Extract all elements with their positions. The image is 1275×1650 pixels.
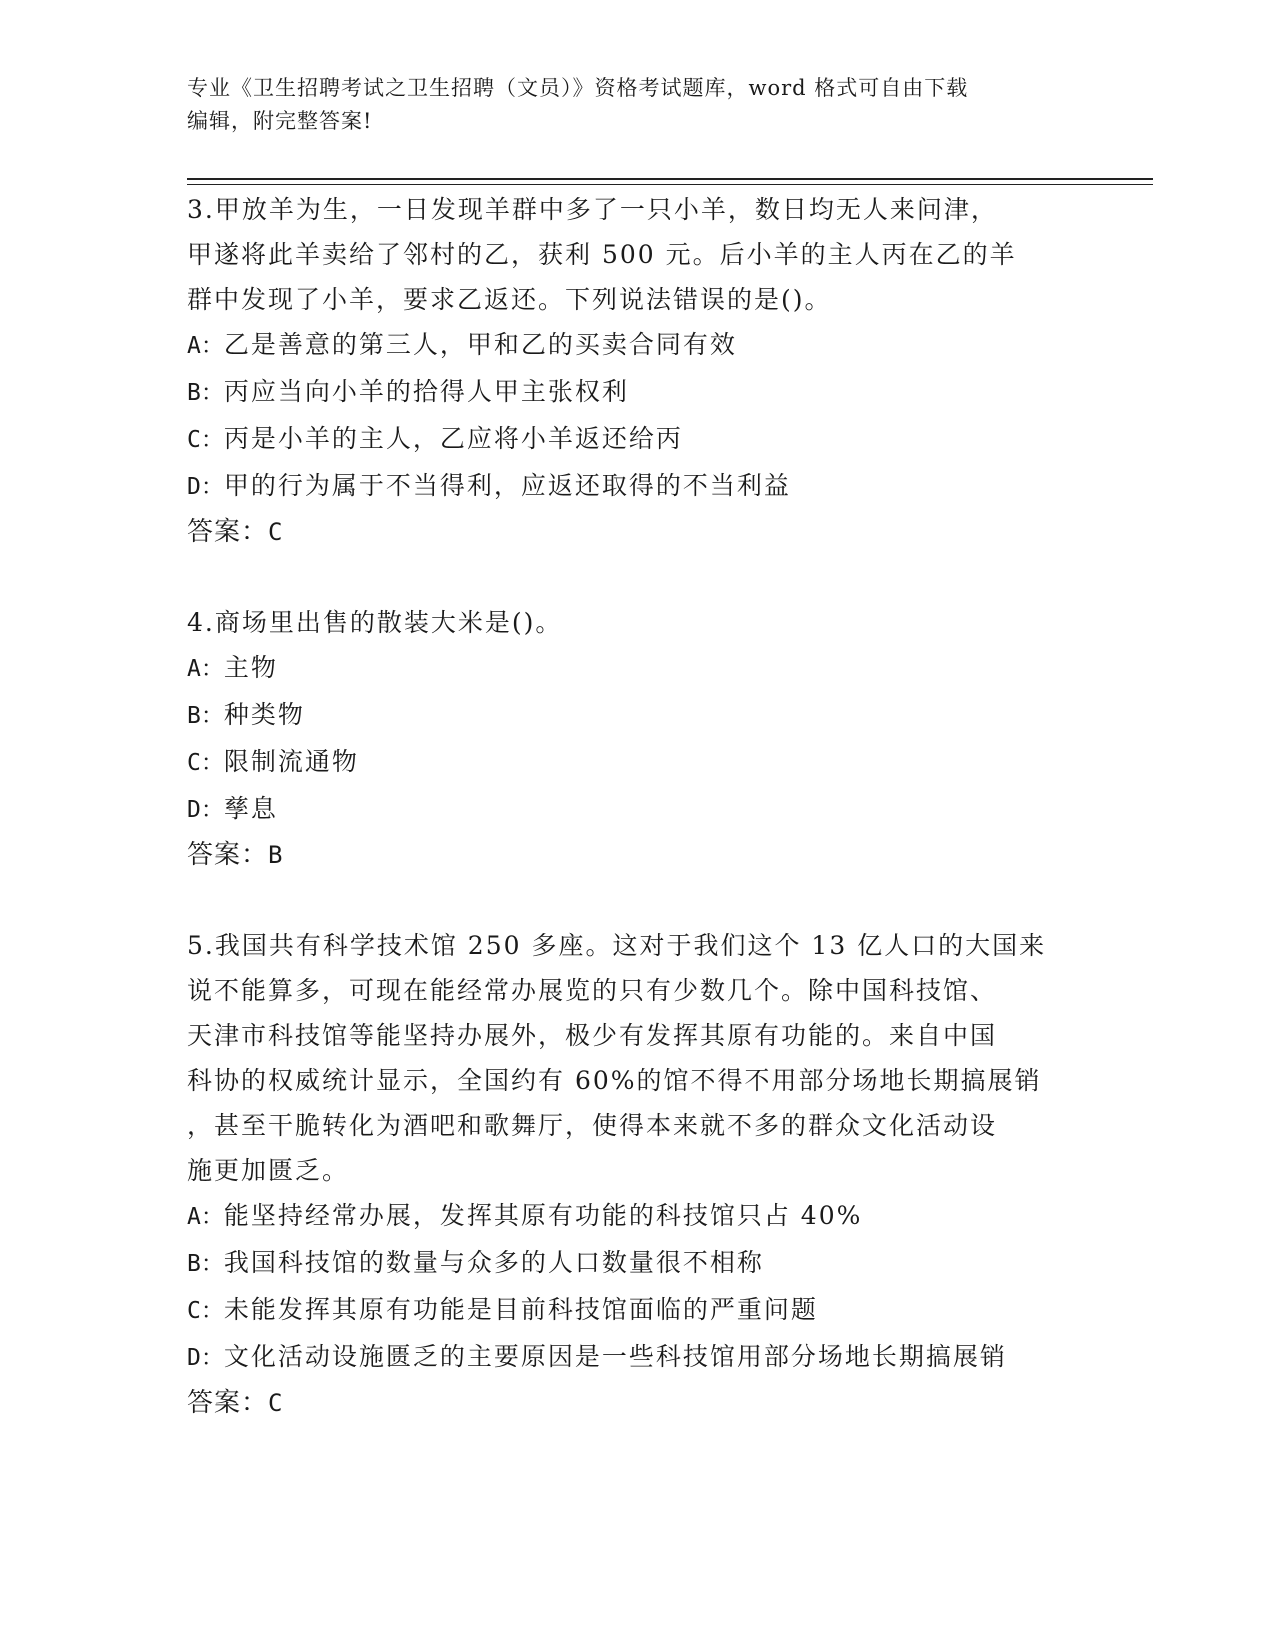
option-key: D： bbox=[187, 474, 224, 500]
option-d bbox=[187, 1334, 1087, 1381]
question-list bbox=[187, 187, 1087, 1469]
option-d bbox=[187, 786, 1087, 833]
option-key: B： bbox=[187, 1251, 224, 1277]
option-a bbox=[187, 322, 1087, 369]
header-line-2: 编辑，附完整答案! bbox=[187, 109, 373, 133]
header-rule-thin bbox=[187, 184, 1153, 185]
option-text: 未能发挥其原有功能是目前科技馆面临的严重问题 bbox=[223, 1295, 818, 1324]
answer-label: 答案： bbox=[187, 1388, 269, 1418]
option-text: 丙是小羊的主人，乙应将小羊返还给丙 bbox=[223, 424, 683, 453]
option-key: A： bbox=[187, 333, 224, 359]
option-key: C： bbox=[187, 750, 224, 776]
answer-value: C bbox=[268, 1389, 284, 1417]
option-text: 限制流通物 bbox=[223, 747, 359, 776]
stem-line: 甲遂将此羊卖给了邻村的乙，获利 500 元。后小羊的主人丙在乙的羊 bbox=[187, 240, 1017, 269]
option-text: 种类物 bbox=[223, 700, 305, 729]
stem-line: 说不能算多，可现在能经常办展览的只有少数几个。除中国科技馆、 bbox=[187, 976, 998, 1005]
option-text: 孳息 bbox=[223, 794, 278, 823]
option-text: 丙应当向小羊的拾得人甲主张权利 bbox=[223, 377, 629, 406]
option-a bbox=[187, 1193, 1087, 1240]
question-stem bbox=[187, 600, 1087, 645]
answer bbox=[187, 1381, 1087, 1426]
stem-line: ，甚至干脆转化为酒吧和歌舞厅，使得本来就不多的群众文化活动设 bbox=[187, 1111, 998, 1140]
option-key: C： bbox=[187, 427, 224, 453]
answer-value: C bbox=[268, 518, 284, 546]
option-text: 文化活动设施匮乏的主要原因是一些科技馆用部分场地长期搞展销 bbox=[223, 1342, 1007, 1371]
option-key: A： bbox=[187, 1204, 224, 1230]
option-key: B： bbox=[187, 703, 224, 729]
option-key: A： bbox=[187, 656, 224, 682]
question-4 bbox=[187, 600, 1087, 878]
question-stem bbox=[187, 923, 1087, 1193]
header-line-1: 专业《卫生招聘考试之卫生招聘（文员）》资格考试题库，word 格式可自由下载 bbox=[187, 76, 969, 100]
option-text: 我国科技馆的数量与众多的人口数量很不相称 bbox=[223, 1248, 764, 1277]
option-b bbox=[187, 369, 1087, 416]
option-b bbox=[187, 1240, 1087, 1287]
option-text: 乙是善意的第三人，甲和乙的买卖合同有效 bbox=[223, 330, 737, 359]
option-c bbox=[187, 739, 1087, 786]
stem-line: 5.我国共有科学技术馆 250 多座。这对于我们这个 13 亿人口的大国来 bbox=[187, 931, 1047, 960]
document-header bbox=[187, 72, 1087, 138]
answer-value: B bbox=[268, 841, 284, 869]
stem-line: 3.甲放羊为生，一日发现羊群中多了一只小羊，数日均无人来问津， bbox=[187, 195, 998, 224]
stem-line: 施更加匮乏。 bbox=[187, 1156, 350, 1185]
question-5 bbox=[187, 923, 1087, 1426]
answer bbox=[187, 510, 1087, 555]
answer-label: 答案： bbox=[187, 840, 269, 870]
option-key: D： bbox=[187, 1345, 224, 1371]
option-key: D： bbox=[187, 797, 224, 823]
stem-line: 科协的权威统计显示，全国约有 60%的馆不得不用部分场地长期搞展销 bbox=[187, 1066, 1042, 1095]
answer bbox=[187, 833, 1087, 878]
option-key: B： bbox=[187, 380, 224, 406]
option-c bbox=[187, 1287, 1087, 1334]
option-key: C： bbox=[187, 1298, 224, 1324]
option-d bbox=[187, 463, 1087, 510]
answer-label: 答案： bbox=[187, 517, 269, 547]
option-text: 能坚持经常办展，发挥其原有功能的科技馆只占 40% bbox=[223, 1201, 863, 1230]
option-c bbox=[187, 416, 1087, 463]
question-stem bbox=[187, 187, 1087, 322]
question-3 bbox=[187, 187, 1087, 555]
option-text: 主物 bbox=[223, 653, 278, 682]
option-b bbox=[187, 692, 1087, 739]
stem-line: 4.商场里出售的散装大米是()。 bbox=[187, 608, 563, 637]
stem-line: 天津市科技馆等能坚持办展外，极少有发挥其原有功能的。来自中国 bbox=[187, 1021, 998, 1050]
option-text: 甲的行为属于不当得利，应返还取得的不当利益 bbox=[223, 471, 791, 500]
stem-line: 群中发现了小羊，要求乙返还。下列说法错误的是()。 bbox=[187, 285, 832, 314]
option-a bbox=[187, 645, 1087, 692]
header-rule-thick bbox=[187, 178, 1153, 180]
